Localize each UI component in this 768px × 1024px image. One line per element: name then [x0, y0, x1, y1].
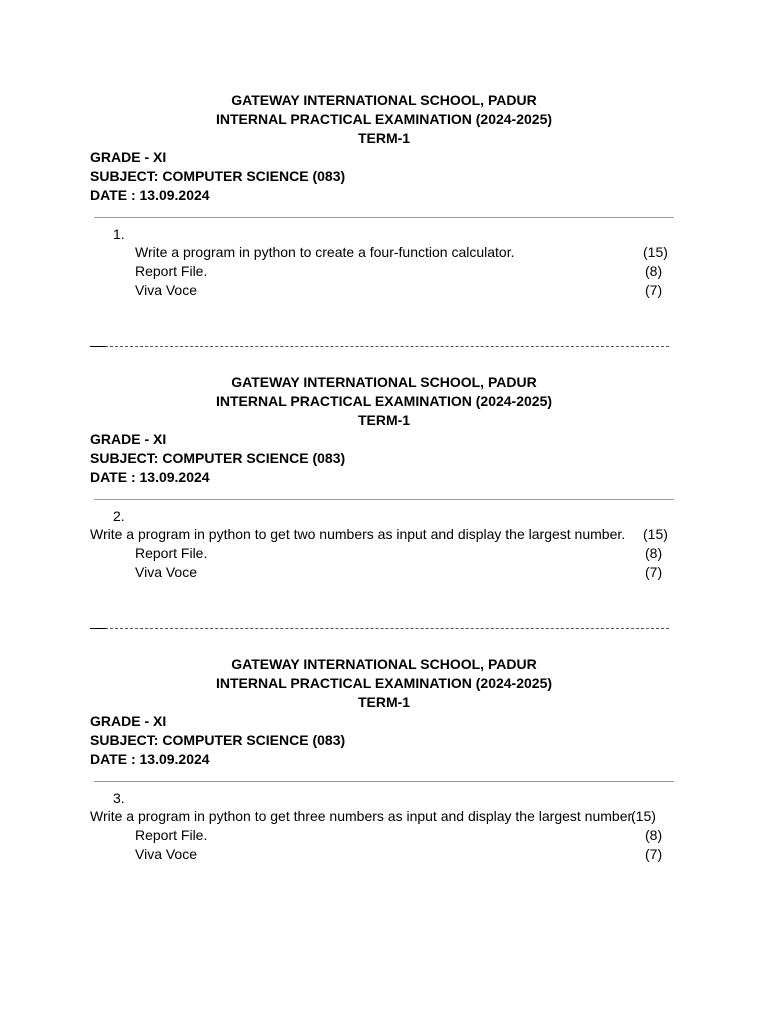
date-label: DATE : 13.09.2024 — [90, 187, 210, 203]
exam-section-2 — [0, 373, 768, 655]
report-file-marks: (8) — [645, 827, 663, 843]
report-file-label: Report File. — [135, 545, 208, 561]
date-label: DATE : 13.09.2024 — [90, 469, 210, 485]
viva-voce-marks: (7) — [645, 846, 663, 862]
viva-voce-marks: (7) — [645, 282, 663, 298]
exam-section-3 — [0, 655, 768, 937]
header-divider — [94, 217, 674, 218]
section-separator — [90, 628, 669, 629]
exam-title: INTERNAL PRACTICAL EXAMINATION (2024-2025) — [215, 675, 553, 691]
report-file-label: Report File. — [135, 827, 208, 843]
report-file-marks: (8) — [645, 263, 663, 279]
question-marks: (15) — [643, 526, 668, 542]
grade-label: GRADE - XI — [90, 431, 167, 447]
exam-title: INTERNAL PRACTICAL EXAMINATION (2024-2025) — [215, 111, 553, 127]
exam-section-1 — [0, 91, 768, 373]
question-number: 2. — [113, 508, 125, 524]
viva-voce-label: Viva Voce — [135, 282, 198, 298]
question-text: Write a program in python to get three numbers as input and display the largest number. — [90, 808, 636, 824]
grade-label: GRADE - XI — [90, 149, 167, 165]
viva-voce-label: Viva Voce — [135, 846, 198, 862]
term-label: TERM-1 — [357, 130, 411, 146]
subject-label: SUBJECT: COMPUTER SCIENCE (083) — [90, 168, 346, 184]
school-name: GATEWAY INTERNATIONAL SCHOOL, PADUR — [231, 656, 537, 672]
header-divider — [94, 499, 674, 500]
report-file-marks: (8) — [645, 545, 663, 561]
subject-label: SUBJECT: COMPUTER SCIENCE (083) — [90, 732, 346, 748]
subject-label: SUBJECT: COMPUTER SCIENCE (083) — [90, 450, 346, 466]
viva-voce-marks: (7) — [645, 564, 663, 580]
question-number: 1. — [113, 226, 125, 242]
grade-label: GRADE - XI — [90, 713, 167, 729]
term-label: TERM-1 — [357, 694, 411, 710]
exam-title: INTERNAL PRACTICAL EXAMINATION (2024-2025) — [215, 393, 553, 409]
school-name: GATEWAY INTERNATIONAL SCHOOL, PADUR — [231, 374, 537, 390]
school-name: GATEWAY INTERNATIONAL SCHOOL, PADUR — [231, 92, 537, 108]
question-text: Write a program in python to get two numbers as input and display the largest number. — [90, 526, 626, 542]
viva-voce-label: Viva Voce — [135, 564, 198, 580]
question-number: 3. — [113, 790, 125, 806]
section-separator — [90, 346, 669, 347]
question-text: Write a program in python to create a four-function calculator. — [135, 244, 515, 260]
term-label: TERM-1 — [357, 412, 411, 428]
header-divider — [94, 781, 674, 782]
question-marks: (15) — [631, 808, 656, 824]
question-marks: (15) — [643, 244, 668, 260]
date-label: DATE : 13.09.2024 — [90, 751, 210, 767]
report-file-label: Report File. — [135, 263, 208, 279]
